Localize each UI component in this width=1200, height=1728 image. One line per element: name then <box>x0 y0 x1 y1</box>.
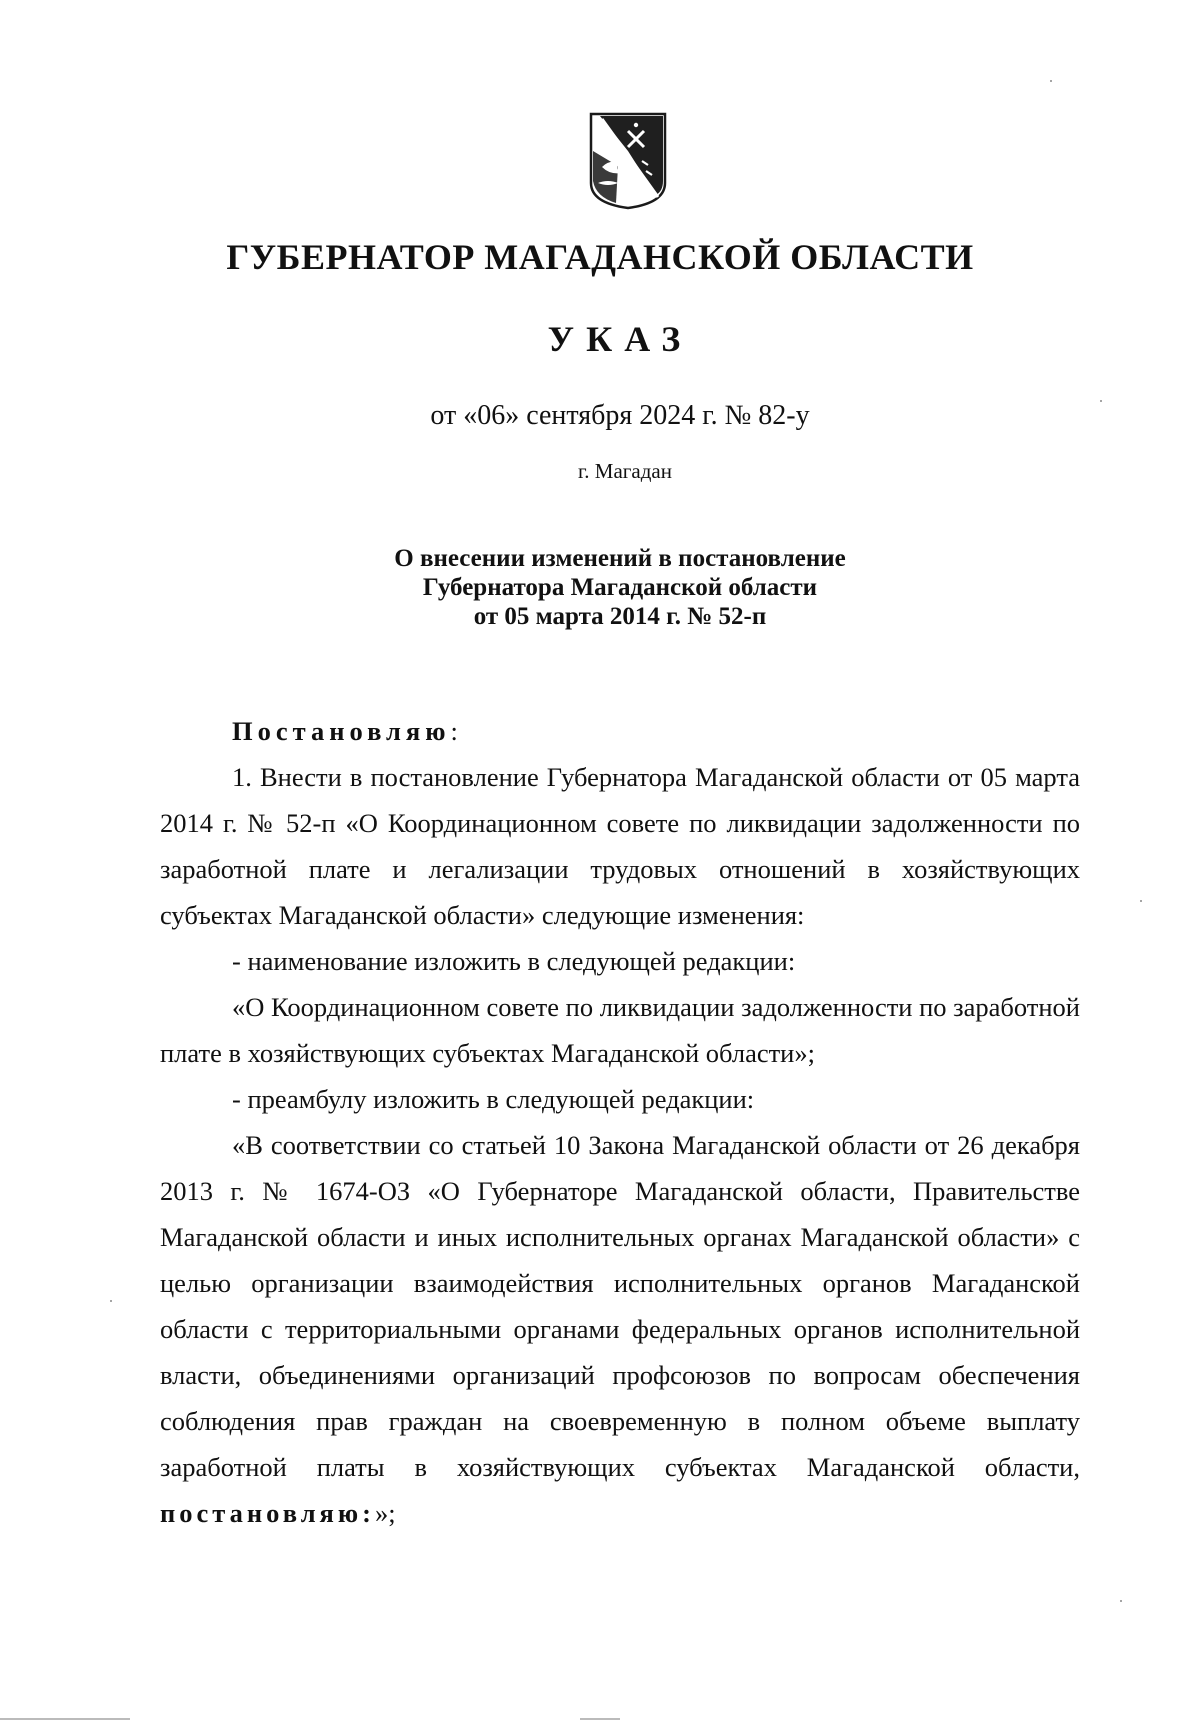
title-line: Губернатора Магаданской области <box>422 574 818 601</box>
scan-speck <box>1140 900 1142 902</box>
scan-speck <box>1100 400 1102 402</box>
scan-speck <box>1050 80 1052 82</box>
document-body <box>160 708 1080 1536</box>
scan-speck <box>110 1300 112 1302</box>
scan-edge-line <box>580 1718 620 1720</box>
document-date-number: от «06» сентября 2024 г. № 82-у <box>430 400 810 431</box>
decree-heading <box>160 708 1080 754</box>
decree-colon: : <box>450 716 458 746</box>
paragraph-tail: »; <box>374 1498 396 1528</box>
paragraph: 1. Внести в постановление Губернатора Магаданской области от 05 марта 2014 г. № 52-п «О Координационном совете по ликвидации задолженности по заработной плате и легализации трудовых отношений в хозяйствующих субъектах Магаданской области» следующие изменения: <box>160 762 1080 930</box>
paragraph <box>160 1122 1080 1536</box>
document-type: УКАЗ <box>547 319 693 359</box>
scan-edge-line <box>0 1718 130 1720</box>
scan-speck <box>1120 1600 1122 1602</box>
paragraph-text: «В соответствии со статьей 10 Закона Магаданской области от 26 декабря 2013 г. № 1674-ОЗ «О Губернаторе Магаданской области, Правительстве Магаданской области и иных исполнительных органах Магаданской области» с целью организации взаимодействия исполнительных органов Магаданской области с территориальными органами федеральных органов исполнительной власти, объединениями организаций профсоюзов по вопросам обеспечения соблюдения прав граждан на своевременную в полном объеме выплату заработной платы в хозяйствующих субъектах Магаданской области, <box>160 1130 1080 1482</box>
paragraph: - наименование изложить в следующей редакции: <box>232 946 796 976</box>
paragraph: «О Координационном совете по ликвидации задолженности по заработной плате в хозяйствующих субъектах Магаданской области»; <box>160 992 1080 1068</box>
document-city: г. Магадан <box>578 459 672 483</box>
title-line: О внесении изменений в постановление <box>394 545 846 572</box>
title-line: от 05 марта 2014 г. № 52-п <box>473 603 767 630</box>
decree-word: Постановляю <box>232 716 451 746</box>
coat-of-arms-icon <box>588 111 668 211</box>
decree-word-inline: постановляю: <box>160 1498 375 1528</box>
paragraph: - преамбулу изложить в следующей редакции: <box>232 1084 755 1114</box>
document-title <box>0 544 1200 631</box>
issuing-authority: ГУБЕРНАТОР МАГАДАНСКОЙ ОБЛАСТИ <box>226 237 974 277</box>
